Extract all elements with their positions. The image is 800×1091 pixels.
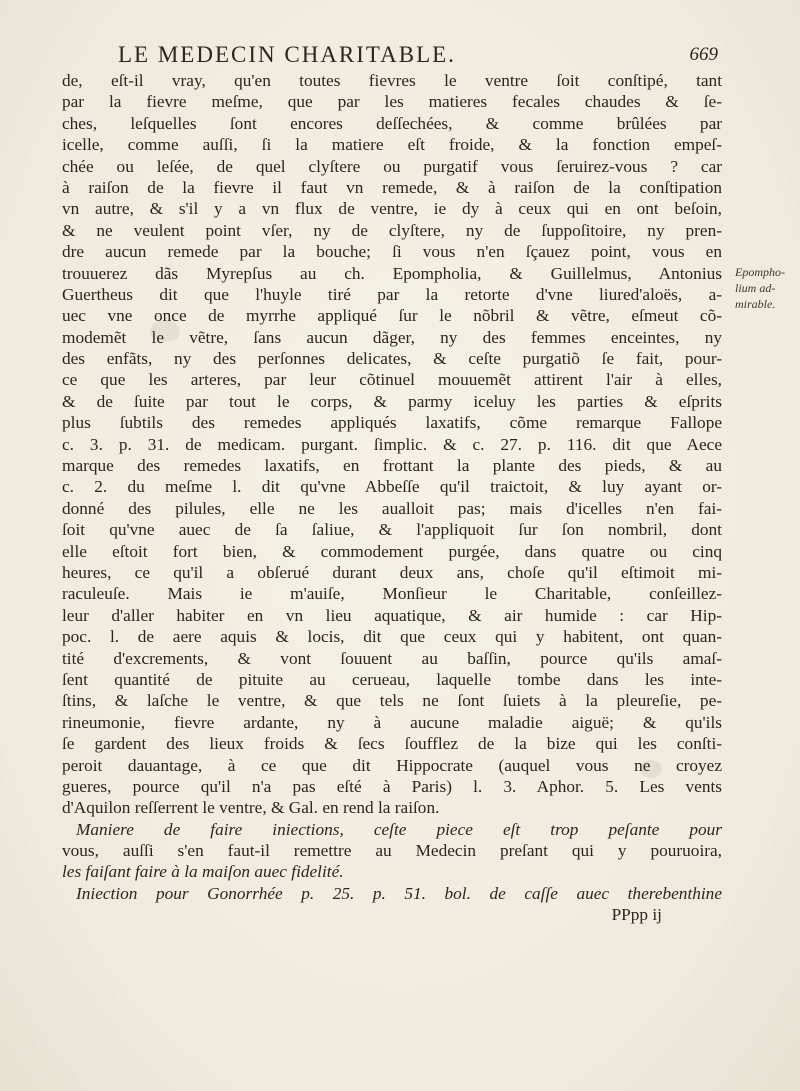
text-line: Iniection pour Gonorrhée p. 25. p. 51. bol. de caſſe auec therebenthine: [76, 883, 722, 903]
text-line: raculeuſe. Mais ie m'auiſe, Monſieur le Charitable, conſeillez-: [62, 584, 722, 604]
text-line: des enfãts, ny des perſonnes delicates, & ceſte purgatiõ ſe fait, pour-: [62, 349, 722, 369]
text-line: leur d'aller habiter en vn lieu aquatique, & air humide : car Hip-: [62, 605, 722, 625]
text-line: ſe gardent des lieux froids & ſecs ſoufflez de la bize qui les conſti-: [62, 734, 722, 754]
text-line: dre aucun remede par la bouche; ſi vous n'en ſçauez point, vous en: [62, 242, 722, 262]
text-line: à raiſon de la fievre il faut vn remede, & à raiſon de la conſtipation: [62, 177, 722, 197]
text-line: c. 2. du meſme l. dit qu'vne Abbeſſe qu'il traictoit, & luy ayant or-: [62, 477, 722, 497]
text-line: ce que les arteres, par leur cõtinuel mouuemẽt attirent l'air à elles,: [62, 370, 722, 390]
text-line: modemẽt le vẽtre, ſans aucun dãger, ny des femmes enceintes, ny: [62, 327, 722, 347]
text-line: donné des pilules, elle ne les aualloit pas; mais d'icelles n'en fai-: [62, 498, 722, 518]
text-line: trouuerez dãs Myrepſus au ch. Epompholia, & Guillelmus, Antonius: [62, 263, 722, 283]
text-line: & de ſuite par tout le corps, & parmy iceluy les parties & eſprits: [62, 391, 722, 411]
text-line: heures, ce qu'il a obſerué durant deux ans, choſe qu'il eſtimoit mi-: [62, 562, 722, 582]
text-line: ches, leſquelles ſont encores deſſechées, & comme brûlées par: [62, 113, 722, 133]
text-line: par la fievre meſme, que par les matieres fecales chaudes & ſe-: [62, 92, 722, 112]
page-header: [118, 42, 718, 68]
margin-note: [735, 264, 799, 312]
body-text: [62, 70, 722, 926]
text-line: les faiſant faire à la maiſon auec fidelité.: [62, 862, 344, 882]
margin-note-line: Epompho-: [735, 265, 785, 279]
text-line: rineumonie, fievre ardante, ny à aucune maladie aiguë; & qu'ils: [62, 712, 722, 732]
text-line: Maniere de faire iniections, ceſte piece eſt trop peſante pour: [76, 819, 722, 839]
text-line: c. 3. p. 31. de medicam. purgant. ſimplic. & c. 27. p. 116. dit que Aece: [62, 434, 722, 454]
text-line: poc. l. de aere aquis & locis, dit que ceux qui y habitent, ont quan-: [62, 627, 722, 647]
text-line: peroit dauantage, à ce que dit Hippocrate (auquel vous ne croyez: [62, 755, 722, 775]
text-line: ſoit qu'vne auec de ſa ſaliue, & l'appliquoit ſur ſon nombril, dont: [62, 520, 722, 540]
text-line: elle eſtoit fort bien, & commodement purgée, dans quatre ou cinq: [62, 541, 722, 561]
margin-note-line: mirable.: [735, 297, 776, 311]
running-title: LE MEDECIN CHARITABLE.: [118, 42, 456, 67]
text-line: marque des remedes laxatifs, en frottant la plante des pieds, & au: [62, 456, 722, 476]
margin-note-line: lium ad-: [735, 281, 776, 295]
signature-mark: PPpp ij: [611, 905, 662, 925]
text-line: tité d'excrements, & vont ſouuent au baſſin, pource qu'ils amaſ-: [62, 648, 722, 668]
text-line: d'Aquilon reſſerrent le ventre, & Gal. en rend la raiſon.: [62, 798, 440, 818]
text-line: uec vne once de myrrhe appliqué ſur le nõbril & vẽtre, eſmeut cõ-: [62, 306, 722, 326]
text-line: chée ou leſée, de quel clyſtere ou purgatif vous ſeruirez-vous ? car: [62, 156, 722, 176]
text-line: icelle, comme auſſi, ſi la matiere eſt froide, & la fonction empeſ-: [62, 135, 722, 155]
text-line: vous, auſſi s'en faut-il remettre au Medecin preſant qui y pouruoira,: [62, 841, 722, 861]
text-line: ſent quantité de pituite au cerueau, laquelle tombe dans les inte-: [62, 669, 722, 689]
text-line: ſtins, & laſche le ventre, & que tels ne ſont ſuiets à la pleureſie, pe-: [62, 691, 722, 711]
page-number: 669: [689, 44, 718, 65]
text-line: Guertheus dit que l'huyle tiré par la retorte d'vne liured'aloës, a-: [62, 284, 722, 304]
text-line: vn autre, & s'il y a vn flux de ventre, ie dy à ceux qui en ont beſoin,: [62, 199, 722, 219]
text-line: & ne veulent point vſer, ny de clyſtere, ny de ſuppoſitoire, ny pren-: [62, 220, 722, 240]
text-line: plus ſubtils des remedes appliqués laxatifs, cõme remarque Fallope: [62, 413, 722, 433]
text-line: de, eſt-il vray, qu'en toutes fievres le ventre ſoit conſtipé, tant: [62, 71, 722, 90]
text-line: gueres, pource qu'il n'a pas eſté à Paris) l. 3. Aphor. 5. Les vents: [62, 776, 722, 796]
